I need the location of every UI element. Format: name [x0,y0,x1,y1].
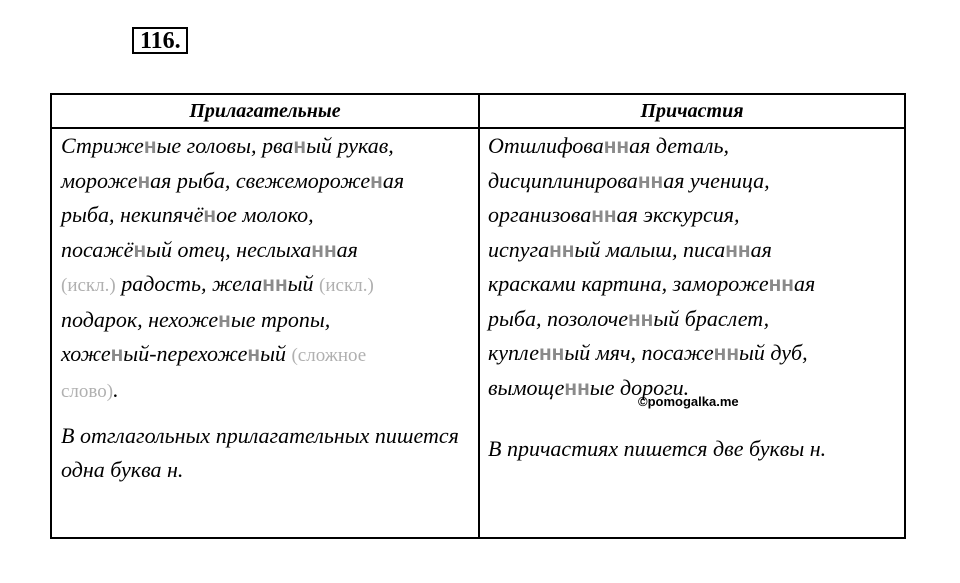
participles-examples: Отшлифованная деталь, дисциплинированная ученица, организованная экскурсия, испуганный малыш, писанная красками картина, замороженная рыба, позолоченный браслет, купленный мяч, посаженный дуб, вымощенные дороги. [488,133,816,400]
adjectives-rule: В отглагольных прилагательных пишется одна буква н. [61,423,459,482]
column-divider [478,95,480,537]
header-participles: Причастия [640,100,744,122]
adjectives-examples: Стриженые головы, рваный рукав, мороженая рыба, свежемороженая рыба, некипячёное молоко, посажёный отец, неслыханная (искл.) радость, желанный (искл.) подарок, нехоженые тропы, хоженый-перехоженый (сложное слово). [61,133,405,402]
watermark: ©pomogalka.me [638,394,739,409]
participles-rule: В причастиях пишется две буквы н. [488,436,827,461]
header-adjectives: Прилагательные [189,100,341,122]
exercise-number: 116. [132,27,188,54]
comparison-table [50,93,906,539]
